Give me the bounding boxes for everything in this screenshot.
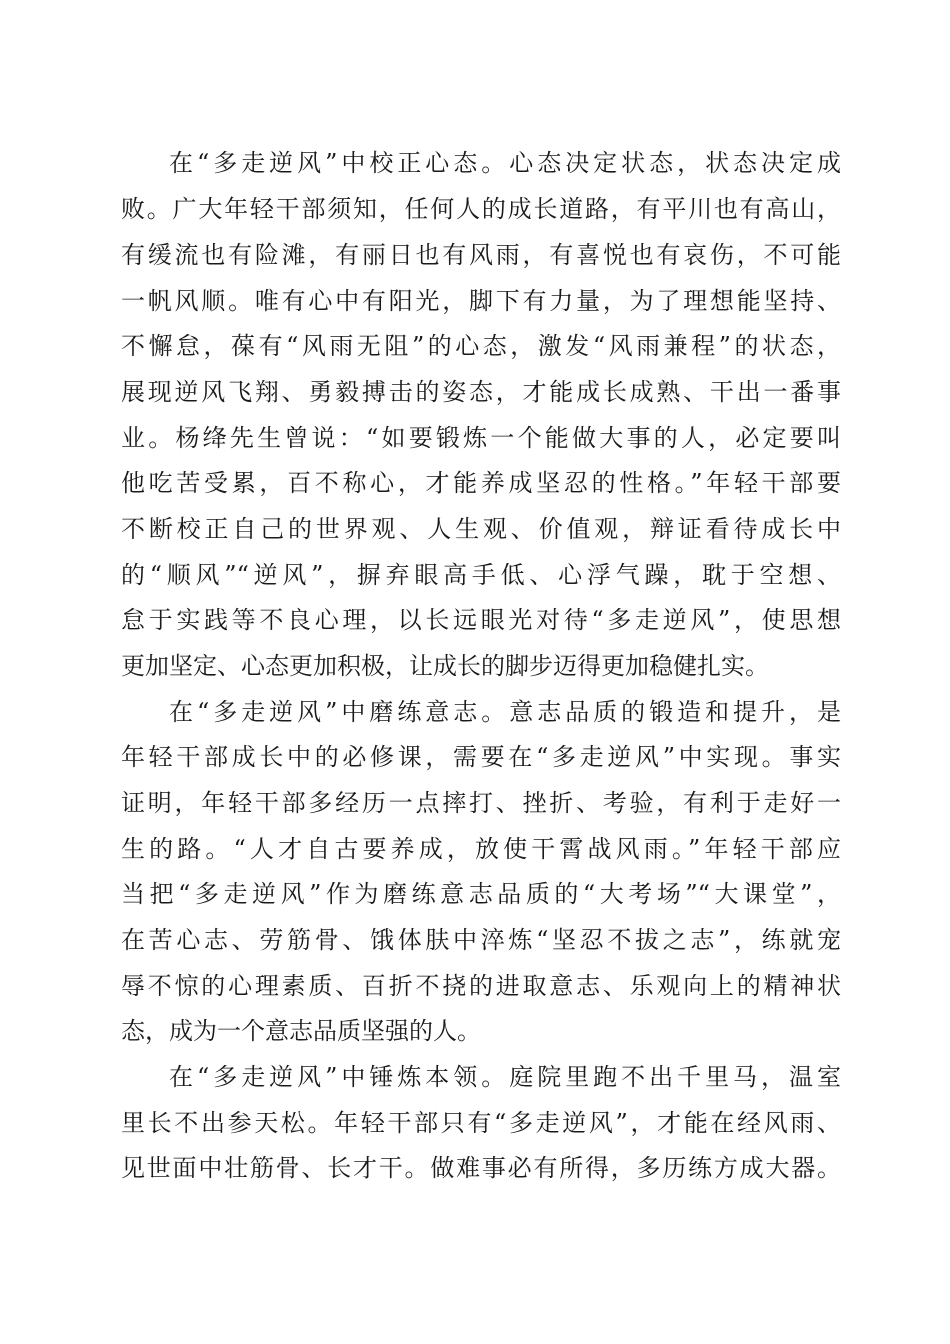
paragraph-2-line: 在苦心志、劳筋骨、饿体肤中淬炼“坚忍不拔之志”，练就宠 <box>121 926 841 954</box>
paragraph-2-line: 在“多走逆风”中磨练意志。意志品质的锻造和提升，是 <box>169 698 841 726</box>
paragraph-2-line: 生的路。“人才自古要养成，放使干霄战风雨。”年轻干部应 <box>121 835 841 863</box>
paragraph-2-line: 当把“多走逆风”作为磨练意志品质的“大考场”“大课堂”， <box>121 880 841 908</box>
paragraph-1-line: 怠于实践等不良心理，以长远眼光对待“多走逆风”，使思想 <box>121 606 841 634</box>
paragraph-2-line: 证明，年轻干部多经历一点摔打、挫折、考验，有利于走好一 <box>121 789 841 817</box>
paragraph-2-line: 态，成为一个意志品质坚强的人。 <box>121 1017 481 1045</box>
paragraph-3-line: 见世面中壮筋骨、长才干。做难事必有所得，多历练方成大器。 <box>121 1154 841 1182</box>
paragraph-1-line: 在“多走逆风”中校正心态。心态决定状态，状态决定成 <box>169 149 841 177</box>
paragraph-1-line: 败。广大年轻干部须知，任何人的成长道路，有平川也有高山， <box>121 195 841 223</box>
paragraph-3-line: 在“多走逆风”中锤炼本领。庭院里跑不出千里马，温室 <box>169 1063 841 1091</box>
paragraph-1-line: 有缓流也有险滩，有丽日也有风雨，有喜悦也有哀伤，不可能 <box>121 241 841 269</box>
paragraph-1-line: 他吃苦受累，百不称心，才能养成坚忍的性格。”年轻干部要 <box>121 469 841 497</box>
paragraph-3-line: 里长不出参天松。年轻干部只有“多走逆风”，才能在经风雨、 <box>121 1109 841 1137</box>
paragraph-1-line: 的“顺风”“逆风”，摒弃眼高手低、心浮气躁，耽于空想、 <box>121 561 841 589</box>
paragraph-1-line: 一帆风顺。唯有心中有阳光，脚下有力量，为了理想能坚持、 <box>121 287 841 315</box>
paragraph-1-line: 不懈怠，葆有“风雨无阻”的心态，激发“风雨兼程”的状态， <box>121 332 841 360</box>
paragraph-1-line: 更加坚定、心态更加积极，让成长的脚步迈得更加稳健扎实。 <box>121 652 769 680</box>
paragraph-1-line: 业。杨绛先生曾说：“如要锻炼一个能做大事的人，必定要叫 <box>121 424 841 452</box>
paragraph-1-line: 不断校正自己的世界观、人生观、价值观，辩证看待成长中 <box>121 515 841 543</box>
paragraph-2-line: 年轻干部成长中的必修课，需要在“多走逆风”中实现。事实 <box>121 743 841 771</box>
paragraph-1-line: 展现逆风飞翔、勇毅搏击的姿态，才能成长成熟、干出一番事 <box>121 378 841 406</box>
paragraph-2-line: 辱不惊的心理素质、百折不挠的进取意志、乐观向上的精神状 <box>121 972 841 1000</box>
